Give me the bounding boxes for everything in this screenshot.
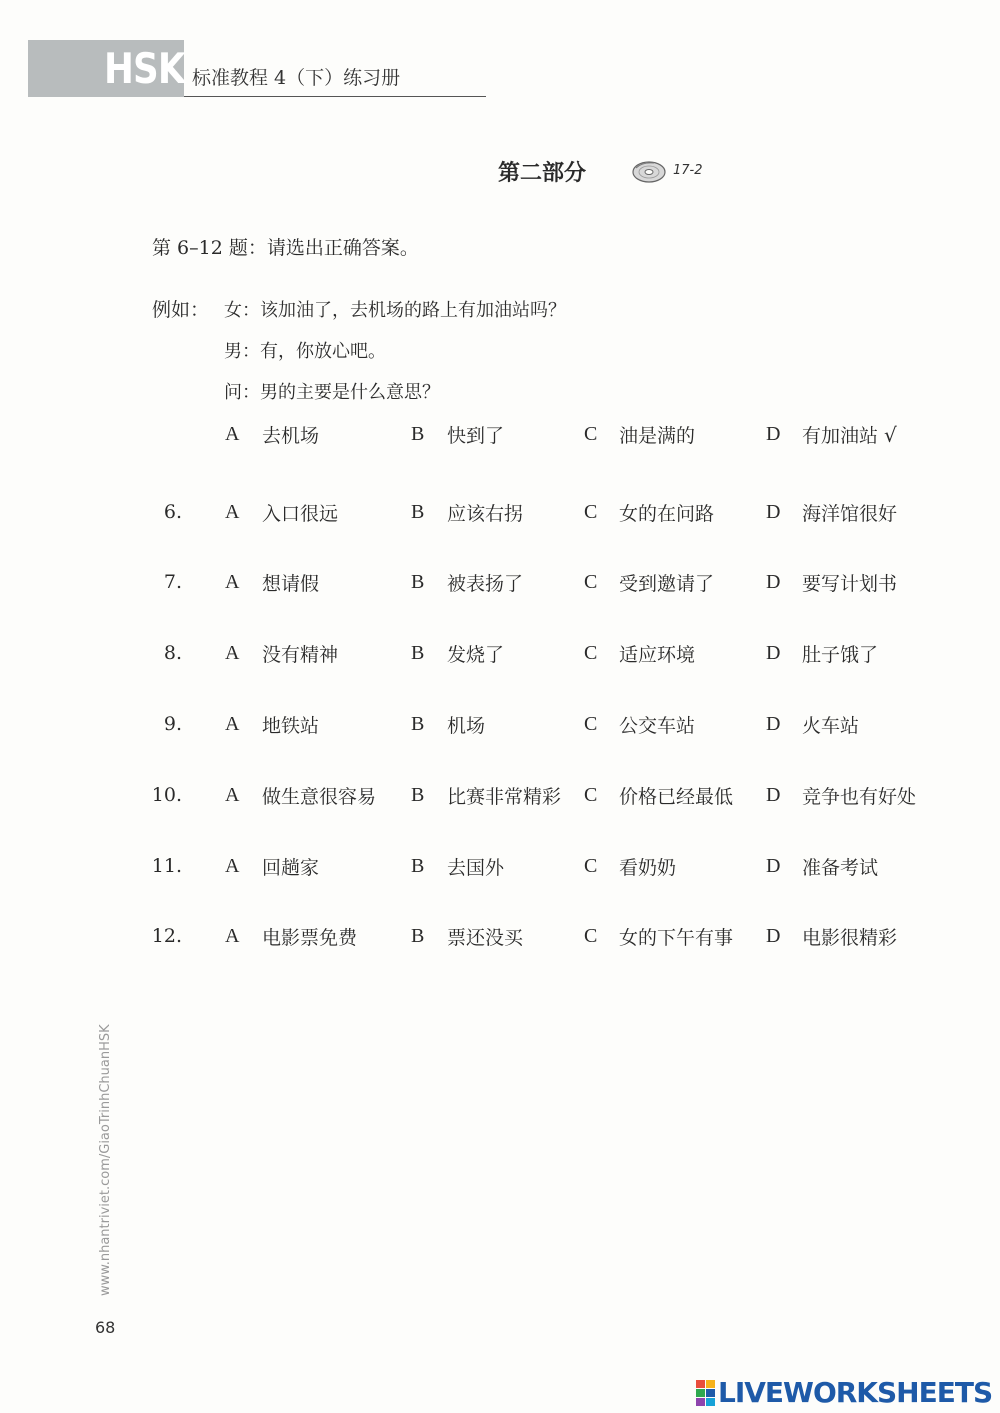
option-d[interactable]: 火车站	[802, 715, 860, 737]
example-man-line: 男：有，你放心吧。	[224, 341, 386, 362]
option-letter-c: C	[584, 642, 598, 664]
question-row[interactable]	[0, 855, 1000, 885]
example-question-line: 问：男的主要是什么意思？	[224, 382, 440, 403]
option-letter-c: C	[584, 784, 598, 806]
option-letter-d: D	[766, 642, 781, 664]
option-letter-c: C	[584, 501, 598, 523]
option-c[interactable]: 女的在问路	[619, 503, 715, 525]
example-option-c: 油是满的	[619, 425, 696, 447]
option-b[interactable]: 机场	[447, 715, 486, 737]
option-c[interactable]: 适应环境	[619, 644, 696, 666]
option-letter-b: B	[411, 501, 425, 523]
hsk-logo: HSK	[104, 44, 185, 93]
example-option-a: 去机场	[262, 425, 320, 447]
question-number: 10.	[151, 784, 182, 806]
option-c[interactable]: 公交车站	[619, 715, 696, 737]
section-title: 第二部分	[498, 160, 587, 186]
option-letter-a: A	[225, 855, 240, 877]
option-letter-d: D	[766, 784, 781, 806]
question-number: 7.	[163, 571, 182, 593]
question-row[interactable]	[0, 925, 1000, 955]
liveworksheets-brand: LIVEWORKSHEETS	[718, 1376, 993, 1409]
option-letter-b: B	[411, 642, 425, 664]
audio-track-label: 17-2	[673, 163, 703, 178]
option-letter-d: D	[766, 925, 781, 947]
option-b[interactable]: 去国外	[447, 857, 505, 879]
audio-cd-icon[interactable]	[632, 158, 668, 184]
instruction: 第 6–12 题：请选出正确答案。	[152, 237, 419, 259]
option-letter-a: A	[225, 925, 240, 947]
option-a[interactable]: 做生意很容易	[262, 786, 377, 808]
option-d[interactable]: 肚子饿了	[802, 644, 879, 666]
option-a[interactable]: 回趟家	[262, 857, 320, 879]
option-letter-a: A	[225, 571, 240, 593]
question-row[interactable]	[0, 571, 1000, 601]
page-number: 68	[95, 1318, 116, 1337]
option-a[interactable]: 电影票免费	[262, 927, 358, 949]
option-letter-d: D	[766, 423, 781, 445]
option-a[interactable]: 想请假	[262, 573, 320, 595]
option-d[interactable]: 竞争也有好处	[802, 786, 917, 808]
option-letter-a: A	[225, 642, 240, 664]
option-d[interactable]: 要写计划书	[802, 573, 898, 595]
example-options-row	[0, 423, 1000, 453]
option-d[interactable]: 准备考试	[802, 857, 879, 879]
question-number: 11.	[151, 855, 182, 877]
watermark-url: www.nhantriviet.com/GiaoTrinhChuanHSK	[98, 1024, 113, 1296]
question-number: 9.	[163, 713, 182, 735]
option-letter-c: C	[584, 713, 598, 735]
option-b[interactable]: 被表扬了	[447, 573, 524, 595]
question-number: 8.	[163, 642, 182, 664]
option-letter-a: A	[225, 423, 240, 445]
option-letter-b: B	[411, 855, 425, 877]
option-letter-b: B	[411, 784, 425, 806]
question-row[interactable]	[0, 642, 1000, 672]
option-letter-a: A	[225, 501, 240, 523]
header-divider	[184, 96, 486, 97]
option-d[interactable]: 海洋馆很好	[802, 503, 898, 525]
option-c[interactable]: 女的下午有事	[619, 927, 734, 949]
example-option-d	[802, 421, 897, 448]
book-title: 标准教程 4（下）练习册	[192, 67, 401, 89]
example-woman-line: 女：该加油了，去机场的路上有加油站吗？	[224, 300, 566, 321]
option-b[interactable]: 票还没买	[447, 927, 524, 949]
example-option-d-text: 有加油站	[802, 425, 879, 447]
option-a[interactable]: 没有精神	[262, 644, 339, 666]
option-letter-a: A	[225, 784, 240, 806]
question-number: 12.	[151, 925, 182, 947]
option-letter-b: B	[411, 713, 425, 735]
option-letter-b: B	[411, 571, 425, 593]
option-letter-a: A	[225, 713, 240, 735]
example-label: 例如：	[152, 299, 210, 321]
option-b[interactable]: 发烧了	[447, 644, 505, 666]
option-letter-c: C	[584, 855, 598, 877]
option-letter-b: B	[411, 423, 425, 445]
option-c[interactable]: 看奶奶	[619, 857, 677, 879]
option-c[interactable]: 受到邀请了	[619, 573, 715, 595]
option-letter-c: C	[584, 423, 598, 445]
liveworksheets-logo-icon	[696, 1380, 716, 1406]
question-row[interactable]	[0, 713, 1000, 743]
option-d[interactable]: 电影很精彩	[802, 927, 898, 949]
option-letter-d: D	[766, 713, 781, 735]
option-letter-c: C	[584, 571, 598, 593]
option-letter-d: D	[766, 571, 781, 593]
option-letter-c: C	[584, 925, 598, 947]
option-c[interactable]: 价格已经最低	[619, 786, 734, 808]
option-b[interactable]: 应该右拐	[447, 503, 524, 525]
question-number: 6.	[163, 501, 182, 523]
question-row[interactable]	[0, 501, 1000, 531]
option-a[interactable]: 入口很远	[262, 503, 339, 525]
checkmark-icon: √	[884, 423, 897, 447]
option-letter-d: D	[766, 855, 781, 877]
option-letter-d: D	[766, 501, 781, 523]
option-b[interactable]: 比赛非常精彩	[447, 786, 562, 808]
question-row[interactable]	[0, 784, 1000, 814]
option-letter-b: B	[411, 925, 425, 947]
option-a[interactable]: 地铁站	[262, 715, 320, 737]
example-option-b: 快到了	[447, 425, 505, 447]
